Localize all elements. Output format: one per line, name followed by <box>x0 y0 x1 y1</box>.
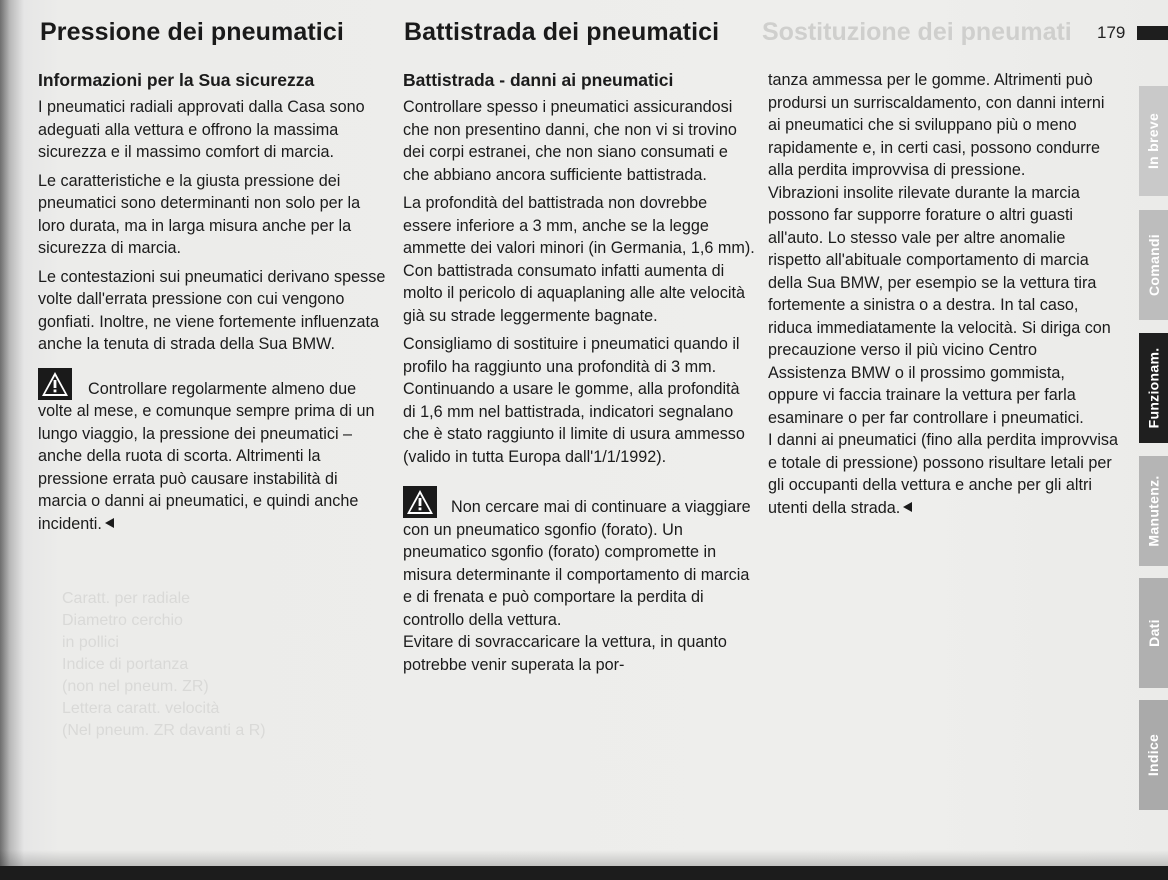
warning-note <box>38 368 390 536</box>
paragraph: I danni ai pneumatici (fino alla perdita improvvisa e totale di pressione) possono risultare letali per gli occupanti della vettura e anche per gli altri utenti della strada. <box>768 431 1119 517</box>
tread-damage-heading: Battistrada - danni ai pneumatici <box>403 70 674 90</box>
bleed-through-text: Caratt. per radiale Diametro cerchio in pollici Indice di portanza (non nel pneum. ZR) Lettera caratt. velocità (Nel pneum. ZR davanti a R) <box>62 590 266 739</box>
column-middle <box>403 69 755 676</box>
section-title-tread: Battistrada dei pneumatici <box>404 18 720 46</box>
safety-heading: Informazioni per la Sua sicurezza <box>38 70 315 90</box>
tab-dati[interactable]: Dati <box>1139 578 1168 688</box>
column-left <box>38 69 390 535</box>
bleed-through-title: Sostituzione dei pneumati <box>762 18 1072 46</box>
paragraph: Consigliamo di sostituire i pneumatici quando il profilo ha raggiunto una profondità di 3 mm. Continuando a usare le gomme, alla profondità di 1,6 mm nel battistrada, indicatori segnalano che è stato raggiunto il limite di usura ammesso (valido in tutta Europa dall'1/1/1992). <box>403 335 745 466</box>
page-number: 179 <box>1097 23 1126 42</box>
paragraph: Le caratteristiche e la giusta pressione dei pneumatici sono determinanti non solo per la loro durata, ma in larga misura anche per la sicurezza di marcia. <box>38 171 361 257</box>
section-title-tire-pressure: Pressione dei pneumatici <box>40 18 344 46</box>
tab-funzionam[interactable]: Funzionam. <box>1139 333 1168 443</box>
tab-comandi[interactable]: Comandi <box>1139 210 1168 320</box>
thumb-index-marker <box>1137 26 1168 40</box>
end-mark-icon <box>903 502 912 512</box>
tab-manutenz[interactable]: Manutenz. <box>1139 456 1168 566</box>
end-mark-icon <box>105 518 114 528</box>
page-edge-shadow <box>0 850 1168 866</box>
tab-in-breve[interactable]: In breve <box>1139 86 1168 196</box>
warning-text: Non cercare mai di continuare a viaggiare con un pneumatico sgonfio (forato). Un pneumatico sgonfio (forato) compromette in misura determinante il comportamento di marcia e di frenata e può comportare la perdita di controllo della vettura. <box>403 498 751 629</box>
tab-indice[interactable]: Indice <box>1139 700 1168 810</box>
warning-triangle-icon <box>403 486 437 518</box>
paragraph: La profondità del battistrada non dovrebbe essere inferiore a 3 mm, anche se la legge ammette dei valori minori (in Germania, 1,6 mm). Con battistrada consumato infatti aumenta di molto il pericolo di aquaplaning alle alte velocità già su strade leggermente bagnate. <box>403 194 755 325</box>
warning-note <box>403 486 755 631</box>
column-right <box>768 69 1118 519</box>
warning-triangle-icon <box>38 368 72 400</box>
paragraph: I pneumatici radiali approvati dalla Casa sono adeguati alla vettura e offrono la massima sicurezza e il massimo comfort di marcia. <box>38 98 365 161</box>
warning-text: Controllare regolarmente almeno due volte al mese, e comunque sempre prima di un lungo viaggio, la pressione dei pneumatici – anche della ruota di scorta. Altrimenti la pressione errata può causare instabilità di marcia o danni ai pneumatici, e quindi anche incidenti. <box>38 379 375 533</box>
paragraph: Controllare spesso i pneumatici assicurandosi che non presentino danni, che non vi si trovino dei corpi estranei, che non siano consumati e che abbiano ancora sufficiente battistrada. <box>403 98 737 184</box>
paragraph: tanza ammessa per le gomme. Altrimenti può prodursi un surriscaldamento, con danni interni ai pneumatici che si sviluppano più o meno rapidamente e, in certi casi, possono condurre alla perdita improvvisa di pressione. <box>768 71 1105 179</box>
paragraph: Evitare di sovraccaricare la vettura, in quanto potrebbe venir superata la por- <box>403 633 727 674</box>
paragraph: Vibrazioni insolite rilevate durante la marcia possono far supporre forature o altri guasti all'auto. Lo stesso vale per altre anomalie rispetto all'abituale comportamento di marcia della Sua BMW, per esempio se la vettura tira fortemente a sinistra o a destra. In tal caso, riduca immediatamente la velocità. Si diriga con precauzione verso il più vicino Centro Assistenza BMW o il prossimo gommista, oppure vi faccia trainare la vettura per farla esaminare o per far controllare i pneumatici. <box>768 183 1111 427</box>
paragraph: Le contestazioni sui pneumatici derivano spesse volte dall'errata pressione con cui vengono gonfiati. Inoltre, ne viene fortemente influenzata anche la tenuta di strada della Sua BMW. <box>38 267 386 353</box>
